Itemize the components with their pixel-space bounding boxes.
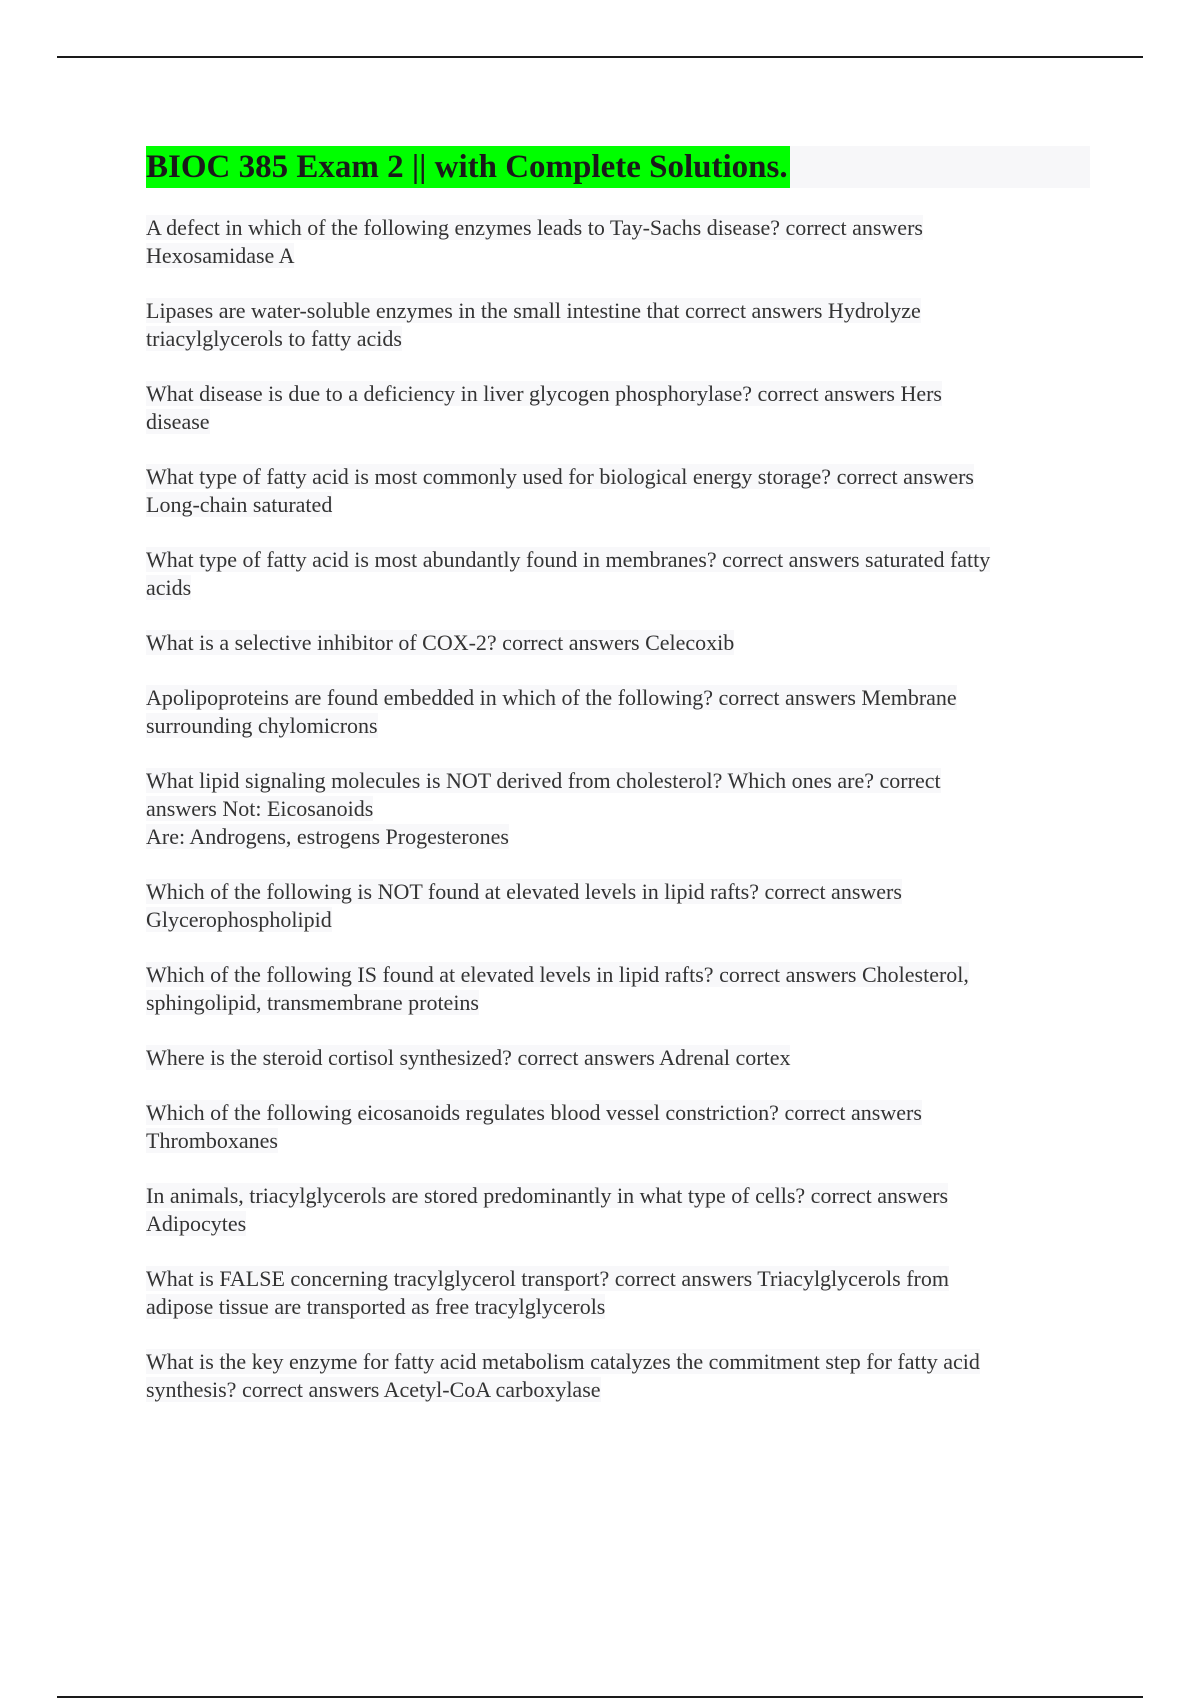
qa-line [146,823,1090,851]
qa-text: Adipocytes [146,1211,247,1236]
qa-text: Which of the following IS found at elevated levels in lipid rafts? correct answers Cholesterol, [146,962,969,987]
document-body [146,146,1090,1431]
qa-text: answers Not: Eicosanoids [146,796,374,821]
qa-text: What type of fatty acid is most commonly used for biological energy storage? correct answers [146,464,974,489]
qa-text: sphingolipid, transmembrane proteins [146,990,479,1015]
qa-text: In animals, triacylglycerols are stored predominantly in what type of cells? correct answers [146,1183,949,1208]
qa-text: Long-chain saturated [146,492,333,517]
qa-item [146,961,1090,1017]
qa-text: Which of the following eicosanoids regulates blood vessel constriction? correct answers [146,1100,922,1125]
qa-text: synthesis? correct answers Acetyl-CoA carboxylase [146,1377,601,1402]
qa-item [146,297,1090,353]
qa-line [146,242,1090,270]
qa-line [146,1265,1090,1293]
qa-text: Lipases are water-soluble enzymes in the small intestine that correct answers Hydrolyze [146,298,921,323]
qa-item [146,1099,1090,1155]
qa-text: What is FALSE concerning tracylglycerol transport? correct answers Triacylglycerols from [146,1266,949,1291]
qa-line [146,684,1090,712]
qa-item [146,1182,1090,1238]
qa-line [146,1348,1090,1376]
qa-text: A defect in which of the following enzymes leads to Tay-Sachs disease? correct answers [146,215,923,240]
qa-line [146,878,1090,906]
qa-line [146,712,1090,740]
qa-item [146,546,1090,602]
footer-rule [57,1696,1143,1698]
qa-text: What disease is due to a deficiency in liver glycogen phosphorylase? correct answers Hers [146,381,942,406]
qa-line [146,1127,1090,1155]
qa-text: What is a selective inhibitor of COX-2? correct answers Celecoxib [146,630,735,655]
qa-line [146,961,1090,989]
qa-item [146,1265,1090,1321]
qa-item [146,684,1090,740]
qa-line [146,297,1090,325]
qa-line [146,1376,1090,1404]
qa-text: Thromboxanes [146,1128,278,1153]
qa-line [146,214,1090,242]
qa-item [146,767,1090,851]
qa-text: acids [146,575,192,600]
qa-item [146,878,1090,934]
title-row [146,146,1090,188]
qa-item [146,214,1090,270]
qa-item [146,380,1090,436]
qa-text: adipose tissue are transported as free tracylglycerols [146,1294,606,1319]
qa-text: What lipid signaling molecules is NOT derived from cholesterol? Which ones are? correct [146,768,941,793]
qa-text: Which of the following is NOT found at elevated levels in lipid rafts? correct answers [146,879,902,904]
qa-line [146,463,1090,491]
qa-text: surrounding chylomicrons [146,713,378,738]
qa-line [146,546,1090,574]
qa-item [146,463,1090,519]
qa-item [146,629,1090,657]
qa-text: triacylglycerols to fatty acids [146,326,402,351]
qa-text: What type of fatty acid is most abundantly found in membranes? correct answers saturated fatty [146,547,991,572]
qa-line [146,906,1090,934]
qa-item [146,1348,1090,1404]
qa-line [146,1044,1090,1072]
qa-line [146,989,1090,1017]
qa-line [146,574,1090,602]
qa-text: Apolipoproteins are found embedded in which of the following? correct answers Membrane [146,685,957,710]
qa-text: Glycerophospholipid [146,907,332,932]
qa-line [146,325,1090,353]
qa-text: Hexosamidase A [146,243,295,268]
qa-line [146,795,1090,823]
qa-line [146,491,1090,519]
qa-line [146,408,1090,436]
qa-text: disease [146,409,210,434]
document-title: BIOC 385 Exam 2 || with Complete Solutions. [146,146,790,188]
qa-text: Where is the steroid cortisol synthesized? correct answers Adrenal cortex [146,1045,791,1070]
qa-line [146,1182,1090,1210]
qa-line [146,767,1090,795]
qa-line [146,380,1090,408]
qa-line [146,1099,1090,1127]
qa-list [146,214,1090,1404]
qa-line [146,1210,1090,1238]
header-rule [57,56,1143,58]
qa-line [146,1293,1090,1321]
qa-item [146,1044,1090,1072]
qa-line [146,629,1090,657]
qa-text: Are: Androgens, estrogens Progesterones [146,824,509,849]
qa-text: What is the key enzyme for fatty acid metabolism catalyzes the commitment step for fatty acid [146,1349,980,1374]
